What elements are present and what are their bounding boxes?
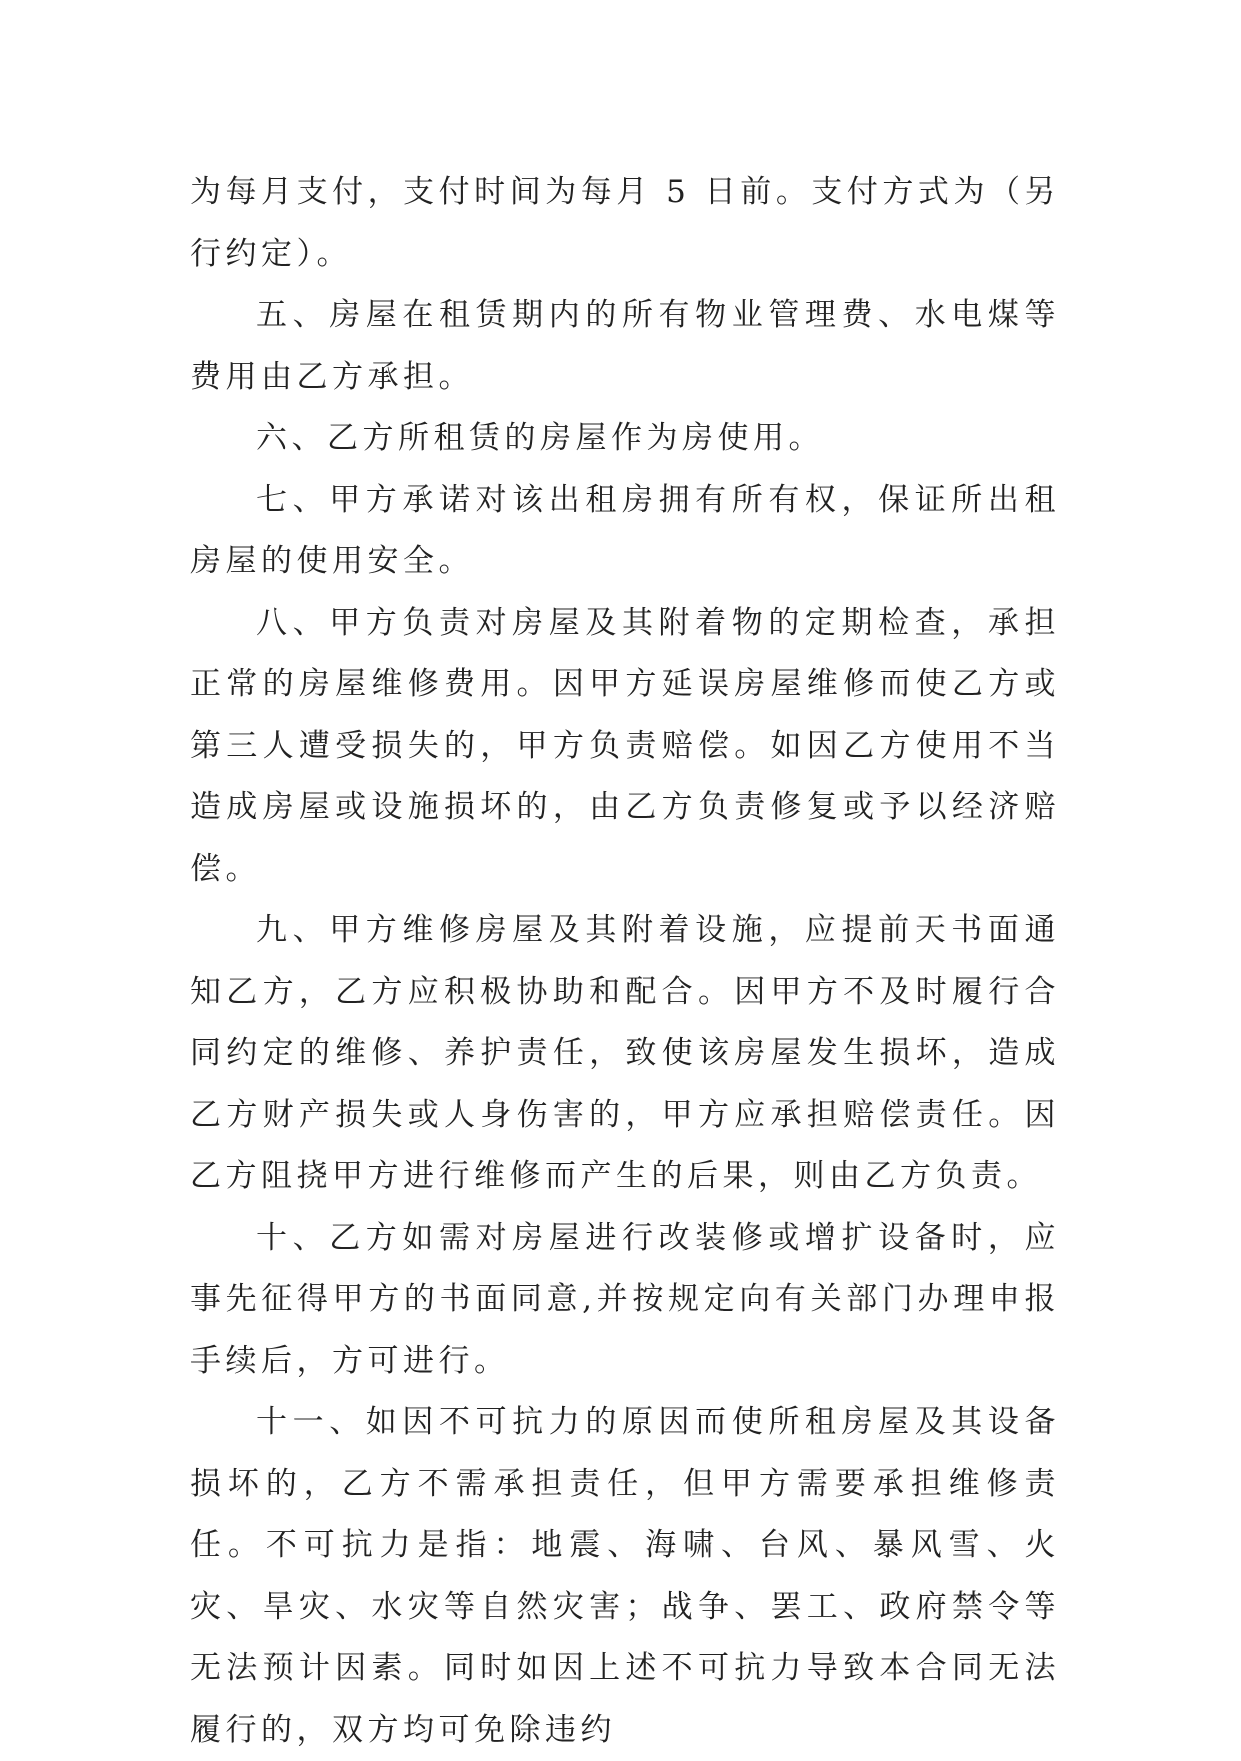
clause-9-repair-notice: 九、甲方维修房屋及其附着设施，应提前天书面通知乙方，乙方应积极协助和配合。因甲方不及时履行合同约定的维修、养护责任，致使该房屋发生损坏，造成乙方财产损失或人身伤害的，甲方应承担赔偿责任。因乙方阻挠甲方进行维修而产生的后果，则由乙方负责。 <box>190 912 1060 1194</box>
clause-7-ownership: 七、甲方承诺对该出租房拥有所有权，保证所出租房屋的使用安全。 <box>190 481 1060 579</box>
clause-8-maintenance: 八、甲方负责对房屋及其附着物的定期检查，承担正常的房屋维修费用。因甲方延误房屋维修而使乙方或第三人遭受损失的，甲方负责赔偿。如因乙方使用不当造成房屋或设施损坏的，由乙方负责修复或予以经济赔偿。 <box>190 604 1060 887</box>
clause-6-usage: 六、乙方所租赁的房屋作为房使用。 <box>256 420 824 456</box>
clause-10-renovation: 十、乙方如需对房屋进行改装修或增扩设备时，应事先征得甲方的书面同意,并按规定向有关部门办理申报手续后，方可进行。 <box>190 1219 1060 1379</box>
paragraph-payment-continuation: 为每月支付，支付时间为每月 5 日前。支付方式为（另行约定）。 <box>190 174 1060 272</box>
clause-11-force-majeure: 十一、如因不可抗力的原因而使所租房屋及其设备损坏的，乙方不需承担责任，但甲方需要承担维修责任。不可抗力是指：地震、海啸、台风、暴风雪、火灾、旱灾、水灾等自然灾害；战争、罢工、政府禁令等无法预计因素。同时如因上述不可抗力导致本合同无法履行的，双方均可免除违约 <box>190 1404 1060 1748</box>
clause-5-utilities: 五、房屋在租赁期内的所有物业管理费、水电煤等费用由乙方承担。 <box>190 297 1060 395</box>
document-body <box>190 162 1060 1761</box>
